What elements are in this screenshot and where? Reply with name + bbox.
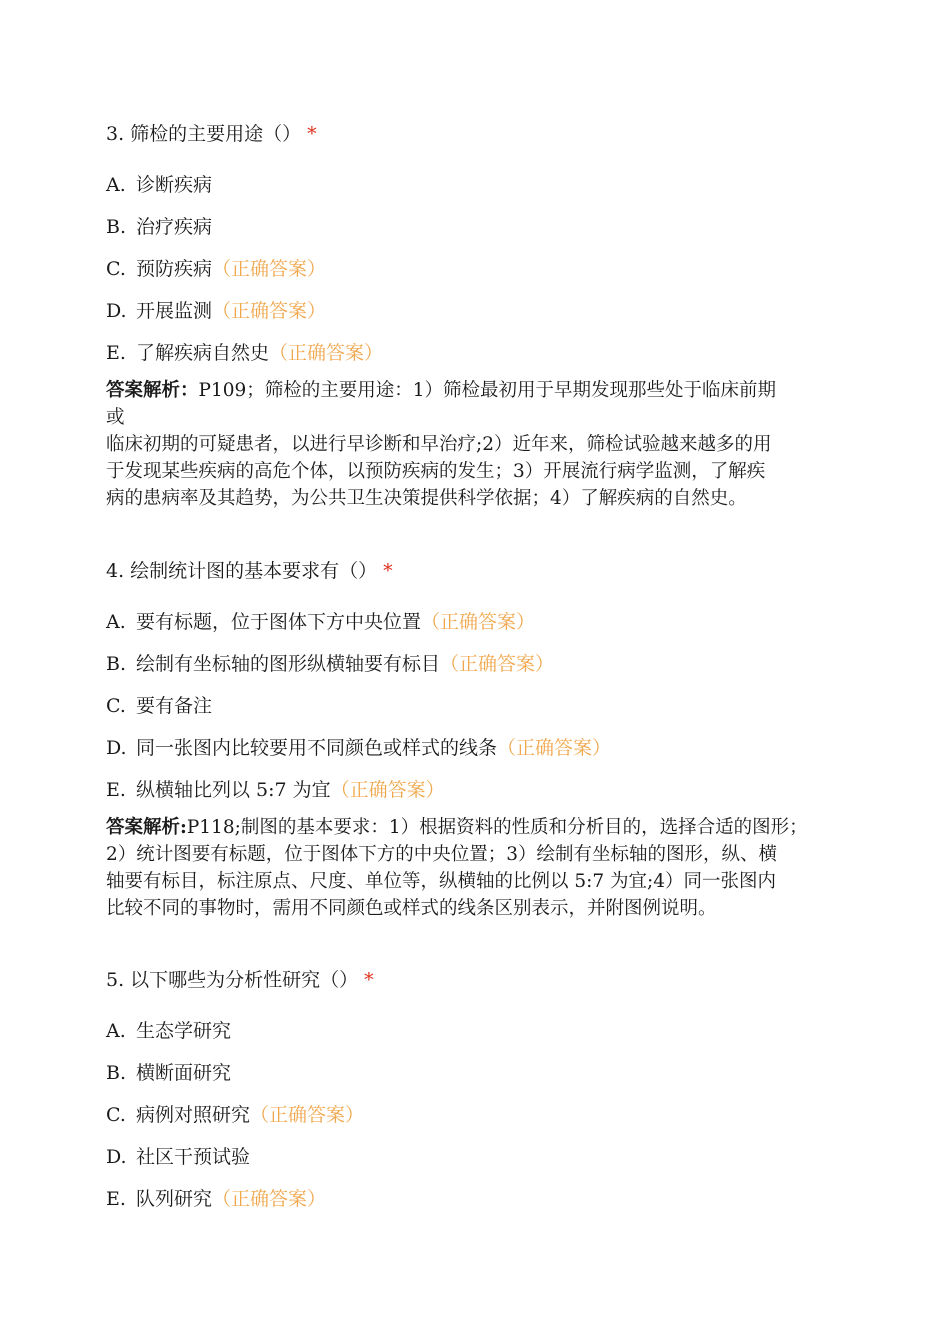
option-letter: D. [106, 1146, 127, 1168]
question-text: 5. 以下哪些为分析性研究（） [106, 969, 359, 991]
correct-answer-tag: （正确答案） [440, 653, 555, 675]
option-c[interactable] [106, 257, 866, 281]
option-text: 横断面研究 [136, 1062, 232, 1084]
explanation-label: 答案解析: [106, 817, 187, 838]
option-text: 队列研究 [136, 1188, 213, 1210]
option-text: 生态学研究 [136, 1020, 232, 1042]
explanation-line [106, 377, 866, 404]
explanation-line: 或 [106, 407, 125, 428]
question-3 [106, 122, 866, 512]
option-letter: E. [106, 342, 126, 364]
option-a[interactable] [106, 1019, 866, 1043]
option-c[interactable] [106, 694, 866, 718]
correct-answer-tag: （正确答案） [497, 737, 612, 759]
explanation-text: P109；筛检的主要用途：1）筛检最初用于早期发现那些处于临床前期 [198, 380, 777, 401]
option-list [106, 610, 866, 802]
question-text: 4. 绘制统计图的基本要求有（） [106, 560, 378, 582]
option-text: 治疗疾病 [136, 216, 213, 238]
option-text: 社区干预试验 [136, 1146, 251, 1168]
required-mark: * [383, 560, 393, 582]
option-letter: B. [106, 1062, 127, 1084]
option-d[interactable] [106, 736, 866, 760]
explanation-line: 病的患病率及其趋势，为公共卫生决策提供科学依据；4）了解疾病的自然史。 [106, 488, 747, 509]
option-e[interactable] [106, 778, 866, 802]
option-text: 了解疾病自然史 [136, 342, 270, 364]
correct-answer-tag: （正确答案） [250, 1104, 365, 1126]
option-e[interactable] [106, 341, 866, 365]
option-text: 纵横轴比列以 5:7 为宜 [136, 779, 331, 801]
option-text: 绘制有坐标轴的图形纵横轴要有标目 [136, 653, 441, 675]
option-a[interactable] [106, 610, 866, 634]
option-letter: A. [106, 1020, 126, 1042]
option-b[interactable] [106, 215, 866, 239]
option-list [106, 1019, 866, 1211]
option-text: 预防疾病 [136, 258, 213, 280]
correct-answer-tag: （正确答案） [330, 779, 445, 801]
answer-explanation [106, 814, 866, 922]
option-b[interactable] [106, 1061, 866, 1085]
explanation-line: 轴要有标目，标注原点、尺度、单位等，纵横轴的比例以 5:7 为宜;4）同一张图内 [106, 871, 777, 892]
required-mark: * [307, 123, 317, 145]
correct-answer-tag: （正确答案） [212, 1188, 327, 1210]
option-text: 要有备注 [136, 695, 213, 717]
option-letter: D. [106, 300, 127, 322]
option-text: 要有标题，位于图体下方中央位置 [136, 611, 422, 633]
option-letter: E. [106, 779, 126, 801]
option-d[interactable] [106, 299, 866, 323]
correct-answer-tag: （正确答案） [212, 258, 327, 280]
option-a[interactable] [106, 173, 866, 197]
option-letter: A. [106, 611, 126, 633]
option-letter: D. [106, 737, 127, 759]
option-b[interactable] [106, 652, 866, 676]
option-e[interactable] [106, 1187, 866, 1211]
answer-explanation [106, 377, 866, 512]
option-text: 病例对照研究 [136, 1104, 251, 1126]
question-4 [106, 559, 866, 922]
required-mark: * [364, 969, 374, 991]
correct-answer-tag: （正确答案） [421, 611, 536, 633]
option-text: 同一张图内比较要用不同颜色或样式的线条 [136, 737, 498, 759]
question-title [106, 968, 866, 992]
question-5 [106, 968, 866, 1211]
option-letter: C. [106, 1104, 126, 1126]
option-letter: B. [106, 653, 127, 675]
option-letter: C. [106, 258, 126, 280]
option-text: 开展监测 [136, 300, 213, 322]
option-letter: E. [106, 1188, 126, 1210]
option-letter: B. [106, 216, 127, 238]
explanation-line: 于发现某些疾病的高危个体，以预防疾病的发生；3）开展流行病学监测，了解疾 [106, 461, 766, 482]
explanation-line: 2）统计图要有标题，位于图体下方的中央位置；3）绘制有坐标轴的图形，纵、横 [106, 844, 778, 865]
option-c[interactable] [106, 1103, 866, 1127]
explanation-line: 临床初期的可疑患者，以进行早诊断和早治疗;2）近年来，筛检试验越来越多的用 [106, 434, 772, 455]
option-text: 诊断疾病 [136, 174, 213, 196]
explanation-text: P118;制图的基本要求：1）根据资料的性质和分析目的，选择合适的图形； [186, 817, 808, 838]
explanation-line: 比较不同的事物时，需用不同颜色或样式的线条区别表示，并附图例说明。 [106, 898, 717, 919]
explanation-label: 答案解析： [106, 380, 199, 401]
option-letter: A. [106, 174, 126, 196]
correct-answer-tag: （正确答案） [212, 300, 327, 322]
explanation-line [106, 814, 866, 841]
question-text: 3. 筛检的主要用途（） [106, 123, 302, 145]
option-list [106, 173, 866, 365]
option-letter: C. [106, 695, 126, 717]
question-title [106, 122, 866, 146]
correct-answer-tag: （正确答案） [269, 342, 384, 364]
question-title [106, 559, 866, 583]
option-d[interactable] [106, 1145, 866, 1169]
